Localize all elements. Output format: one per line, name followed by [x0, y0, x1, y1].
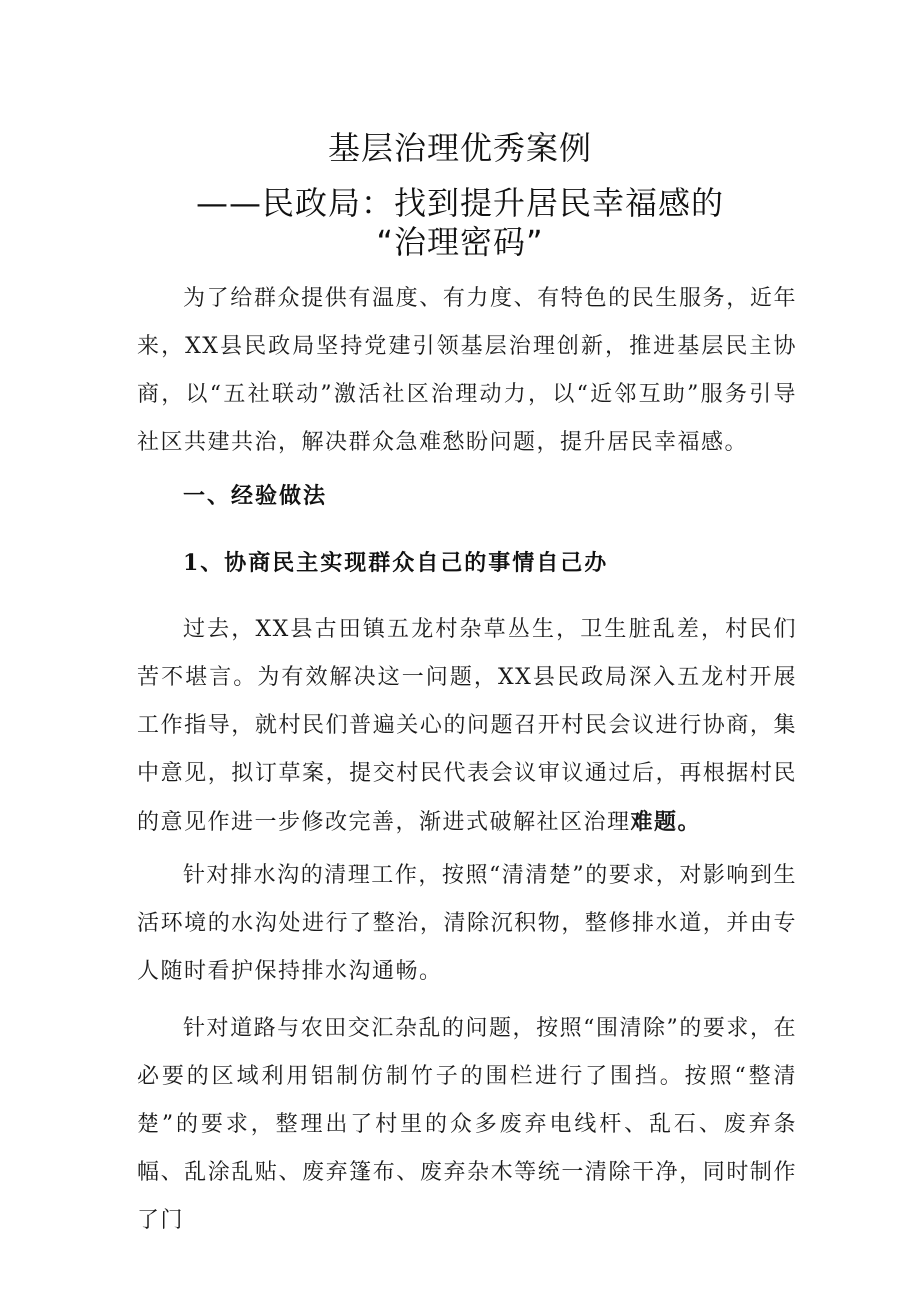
document-title: 基层治理优秀案例	[327, 129, 592, 167]
intro-paragraph: 为了给群众提供有温度、有力度、有特色的民生服务，近年来，XX县民政局坚持党建引领基层治理创新，推进基层民主协商，以“五社联动”激活社区治理动力，以“近邻互助”服务引导社区共建共治，解决群众急难愁盼问题，提升居民幸福感。	[137, 286, 797, 455]
document-subtitle-continued: “治理密码”	[376, 223, 544, 261]
body-paragraph-1-emphasis: 难题。	[630, 809, 702, 835]
section-heading: 一、经验做法	[183, 483, 328, 509]
body-paragraph-1-text: 过去，XX县古田镇五龙村杂草丛生，卫生脏乱差，村民们苦不堪言。为有效解决这一问题，XX县民政局深入五龙村开展工作指导，就村民们普遍关心的问题召开村民会议进行协商，集中意见，拟订草案，提交村民代表会议审议通过后，再根据村民的意见作进一步修改完善，渐进式破解社区治理	[137, 617, 797, 835]
subsection-heading: 1、协商民主实现群众自己的事情自己办	[183, 550, 609, 576]
body-paragraph-2: 针对排水沟的清理工作，按照“清清楚”的要求，对影响到生活环境的水沟处进行了整治，清除沉积物，整修排水道，并由专人随时看护保持排水沟通畅。	[137, 863, 797, 984]
document-subtitle: ——民政局：找到提升居民幸福感的	[195, 184, 724, 222]
body-paragraph-1	[137, 606, 797, 847]
body-paragraph-3: 针对道路与农田交汇杂乱的问题，按照“围清除”的要求，在必要的区域利用铝制仿制竹子的围栏进行了围挡。按照“整清楚”的要求，整理出了村里的众多废弃电线杆、乱石、废弃条幅、乱涂乱贴、废弃篷布、废弃杂木等统一清除干净，同时制作了门	[137, 1016, 797, 1233]
